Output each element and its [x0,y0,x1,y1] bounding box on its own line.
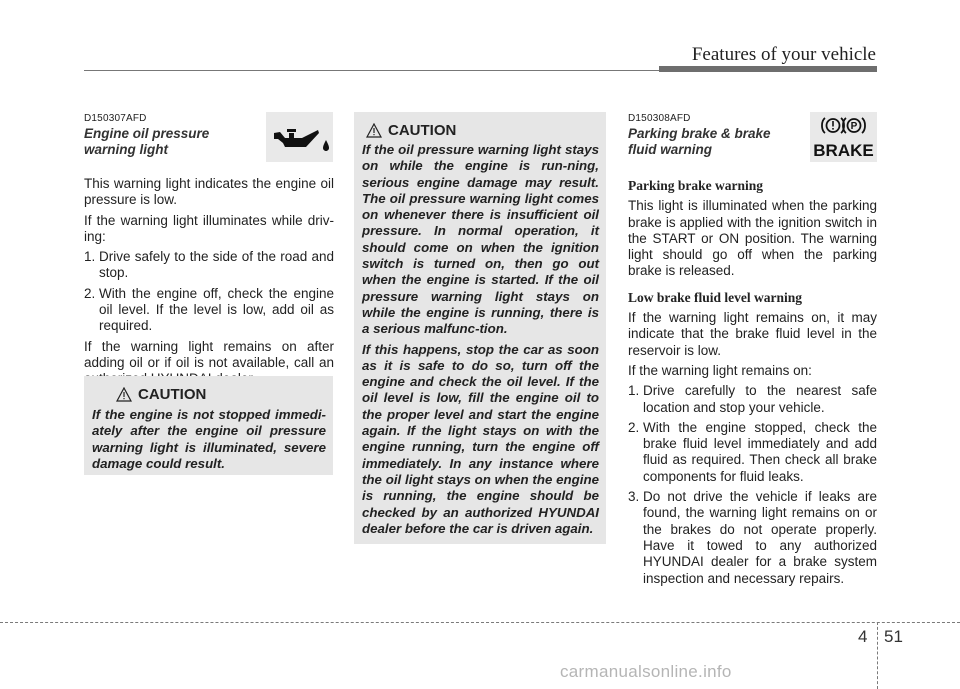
section-code: D150308AFD [628,113,691,124]
list-item-text: Drive carefully to the nearest safe location and stop your vehicle. [643,383,877,415]
section-title: Engine oil pressure warning light [84,126,210,157]
list-item-text: Drive safely to the side of the road and stop. [99,249,334,281]
brake-warning-icon [810,112,877,162]
subheading: Parking brake warning [628,178,764,193]
page-number: 51 [884,627,903,646]
caution-label: CAUTION [138,386,207,403]
caution-header [354,112,606,139]
caution-text [84,403,333,472]
list-item: 2. With the engine stopped, check the brake fluid level immediately and add fluid as required. Then check all brake components for fluid leaks. [628,419,877,484]
caution-label: CAUTION [388,122,457,139]
watermark: carmanualsonline.info [560,662,732,681]
caution-paragraph: If this happens, stop the car as soon as it is safe to do so, turn off the engine and check the oil level. If the oil level is low, fill the engine oil to the proper level and start the engine again. If the light stays on with the engine running, turn the engine off immediately. In any instance where the oil light stays on when the engine is running, the engine should be checked by an authorized HYUNDAI dealer before the car is driven again. [362,341,599,536]
header-bar [659,66,877,72]
paragraph: If the warning light illuminates while driv-ing: [84,212,334,244]
header-rule [84,70,659,71]
brake-icon-text: BRAKE [813,141,874,160]
section-code: D150307AFD [84,113,147,124]
warning-triangle-icon [116,387,132,402]
warning-triangle-icon [366,123,382,138]
oil-pressure-icon-box [266,112,333,162]
caution-box [84,376,333,475]
page-header-title: Features of your vehicle [691,44,876,65]
caution-paragraph: If the oil pressure warning light stays on while the engine is run-ning, serious engine damage may result. The oil pressure warning light comes on whenever there is insufficient oil pressure. In normal operation, it should come on when the ignition switch is turned on, then go out when the engine is started. If the oil pressure warning light stays on while the engine is running, there is a serious malfunc-tion. [362,142,599,337]
page-number-separator [877,622,878,689]
caution-paragraph: If the engine is not stopped immedi-ately after the engine oil pressure warning light is illuminated, severe damage could result. [92,407,326,471]
list-item-text: Do not drive the vehicle if leaks are found, the warning light remains on or the brakes do not operate properly. Have it towed to any authorized HYUNDAI dealer for a brake system inspection and necessary repairs. [643,489,877,586]
caution-header [84,376,333,403]
svg-text:P: P [850,121,858,132]
list-item: 1. Drive carefully to the nearest safe location and stop your vehicle. [628,383,877,415]
paragraph: If the warning light remains on after adding oil or if oil is not available, call an [84,338,334,370]
caution-box [354,112,606,544]
section-title: Parking brake & brake fluid warning [628,126,771,157]
list-item-text: With the engine off, check the engine oil level. If the level is low, add oil as required. [99,285,334,334]
oil-can-icon [266,112,333,162]
paragraph: This light is illuminated when the parking brake is applied with the ignition switch in the START or ON position. The warning light should go off when the parking brake is released. [628,198,877,279]
list-item: 1. Drive safely to the side of the road and stop. [84,249,334,281]
left-body [84,176,334,392]
footer-rule [0,622,960,623]
caution-text [354,139,606,537]
paragraph: If the warning light remains on: [628,362,812,378]
list-item: 3. Do not drive the vehicle if leaks are found, the warning light remains on or the brakes do not operate properly. Have it towed to any authorized HYUNDAI dealer for a brake system inspection and necessary repairs. [628,489,877,586]
right-body [628,178,877,591]
list-item: 2. With the engine off, check the engine oil level. If the level is low, add oil as required. [84,285,334,334]
brake-icon-box [810,112,877,162]
list-item-text: With the engine stopped, check the brake fluid level immediately and add fluid as required. Then check all brake components for fluid leaks. [643,419,877,484]
paragraph: This warning light indicates the engine oil pressure is low. [84,176,334,208]
subheading: Low brake fluid level warning [628,289,803,305]
paragraph: If the warning light remains on, it may indicate that the brake fluid level in the reservoir is low. [628,310,877,358]
chapter-number: 4 [858,627,868,646]
